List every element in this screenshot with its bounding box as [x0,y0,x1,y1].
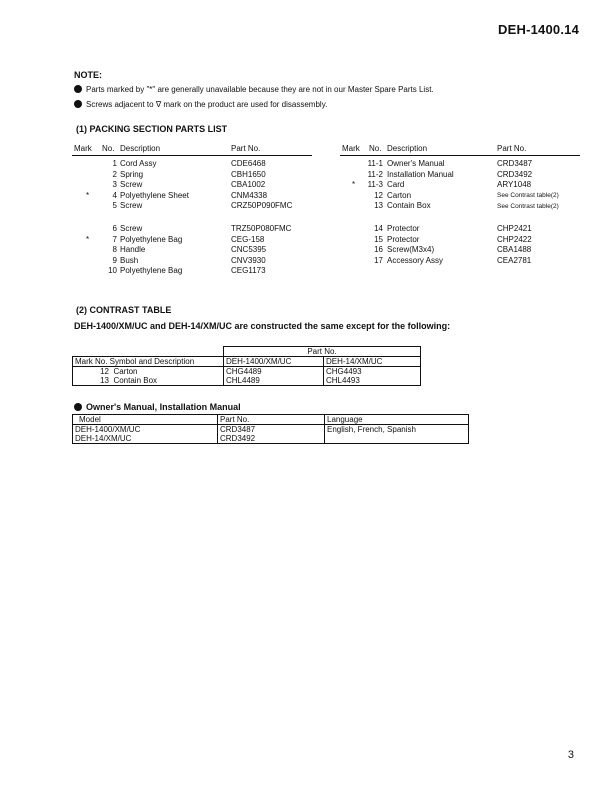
row-no: 11-2 [367,169,383,179]
note-line-1 [74,85,434,94]
table-row [73,376,421,386]
row-desc: Polyethylene Bag [120,234,183,244]
row-part: See Contrast table(2) [497,202,559,210]
manual-row-part: CRD3487 [218,425,325,435]
contrast-subtitle: DEH-1400/XM/UC and DEH-14/XM/UC are constructed the same except for the following: [74,321,451,331]
row-part: TRZ50P080FMC [231,224,292,233]
row-desc: Spring [120,169,144,179]
row-part: See Contrast table(2) [497,192,559,199]
row-part: CBA1488 [497,245,532,254]
manual-title-row [74,402,241,412]
contrast-table [72,346,421,386]
row-mark: * [86,234,90,244]
row-part: CBA1002 [231,180,266,189]
packing-right-header-no: No. [369,144,382,153]
row-desc: Protector [387,224,420,233]
row-desc: Card [387,180,405,189]
manual-col-lang: Language [325,415,469,425]
manual-col-part: Part No. [218,415,325,425]
contrast-row-a: CHL4489 [224,376,324,386]
packing-left-header-part: Part No. [231,144,261,153]
row-part: CNC5395 [231,245,267,254]
contrast-row-desc-text: Contain Box [113,376,158,385]
contrast-row-b: CHL4493 [324,376,421,386]
row-mark: * [352,180,356,189]
contrast-row-no: 12 [100,367,109,376]
contrast-row-b: CHG4493 [324,367,421,377]
row-no: 1 [112,159,117,168]
note-line-2 [74,100,327,109]
table-row [73,425,469,435]
model-header: DEH-1400.14 [498,22,579,37]
row-part: ARY1048 [497,180,532,189]
packing-left-header-rule [72,155,312,156]
contrast-row-desc-text: Carton [113,367,138,376]
row-no: 9 [112,255,117,265]
row-no: 13 [374,201,383,210]
manual-table [72,414,469,444]
packing-right-header-desc: Description [387,144,428,153]
packing-right-header-mark: Mark [342,144,360,153]
row-desc: Bush [120,255,139,265]
page-number: 3 [567,749,574,761]
contrast-row-a: CHG4489 [224,367,324,377]
manual-col-model: Model [73,415,218,425]
row-desc: Screw [120,180,143,189]
row-part: CBH1650 [231,169,266,179]
row-no: 14 [374,224,383,233]
contrast-row-no: 13 [100,376,109,385]
packing-left-header-mark: Mark [74,144,92,153]
row-no: 10 [108,266,117,275]
row-no: 12 [374,190,383,200]
note-text-1: Parts marked by "*" are generally unavailable because they are not in our Master Spare Parts List. [86,85,434,94]
row-part: CHP2421 [497,224,532,233]
row-desc: Accessory Assy [387,255,444,265]
manual-title: Owner's Manual, Installation Manual [86,402,241,412]
row-no: 2 [112,169,117,179]
note-text-2: Screws adjacent to ∇ mark on the product are used for disassembly. [86,100,328,109]
packing-left-header-desc: Description [120,144,161,153]
contrast-col-a: DEH-1400/XM/UC [224,357,324,367]
row-no: 16 [374,245,383,254]
packing-left-header-no: No. [102,144,115,153]
row-part: CDE6468 [231,159,266,168]
row-no: 5 [112,201,117,210]
row-desc: Cord Assy [120,159,157,168]
row-desc: Installation Manual [387,169,454,179]
row-no: 11-1 [367,159,383,168]
table-row [73,367,421,377]
row-part: CNM4338 [231,190,268,200]
contrast-partno-header: Part No. [224,347,421,357]
row-desc: Contain Box [387,201,431,210]
row-part: CEG-158 [231,234,265,244]
note-title: NOTE: [74,70,102,80]
row-desc: Polyethylene Bag [120,266,183,275]
row-no: 8 [112,245,117,254]
row-no: 15 [374,234,383,244]
row-part: CEG1173 [231,266,266,275]
row-part: CRD3492 [497,169,533,179]
row-desc: Screw [120,224,143,233]
contrast-row-desc [73,367,224,377]
bullet-icon [74,100,82,108]
row-part: CEA2781 [497,255,532,265]
row-desc: Screw(M3x4) [387,245,435,254]
row-part: CNV3930 [231,255,266,265]
manual-row-model: DEH-14/XM/UC [73,434,218,444]
row-desc: Handle [120,245,146,254]
row-no: 3 [112,180,117,189]
row-no: 11-3 [367,180,383,189]
row-no: 6 [112,224,117,233]
row-desc: Protector [387,234,420,244]
packing-title: (1) PACKING SECTION PARTS LIST [76,124,228,134]
contrast-col-mark-desc: Mark No. Symbol and Description [73,357,224,367]
row-desc: Polyethylene Sheet [120,190,189,200]
row-desc: Owner's Manual [387,159,445,168]
row-no: 7 [112,234,117,244]
packing-right-header-rule [340,155,580,156]
row-no: 17 [374,255,383,265]
row-part: CRD3487 [497,159,533,168]
contrast-title: (2) CONTRAST TABLE [76,305,172,315]
contrast-blank-header [73,347,224,357]
contrast-row-desc [73,376,224,386]
row-desc: Screw [120,201,143,210]
row-mark: * [86,190,90,200]
manual-row-part: CRD3492 [218,434,325,444]
contrast-col-b: DEH-14/XM/UC [324,357,421,367]
row-desc: Carton [387,190,412,200]
bullet-icon [74,85,82,93]
manual-row-model: DEH-1400/XM/UC [73,425,218,435]
packing-right-header-part: Part No. [497,144,527,153]
manual-row-lang: English, French, Spanish [325,425,469,444]
row-part: CHP2422 [497,234,532,244]
row-no: 4 [112,190,117,200]
row-part: CRZ50P090FMC [231,201,293,210]
bullet-icon [74,403,82,411]
